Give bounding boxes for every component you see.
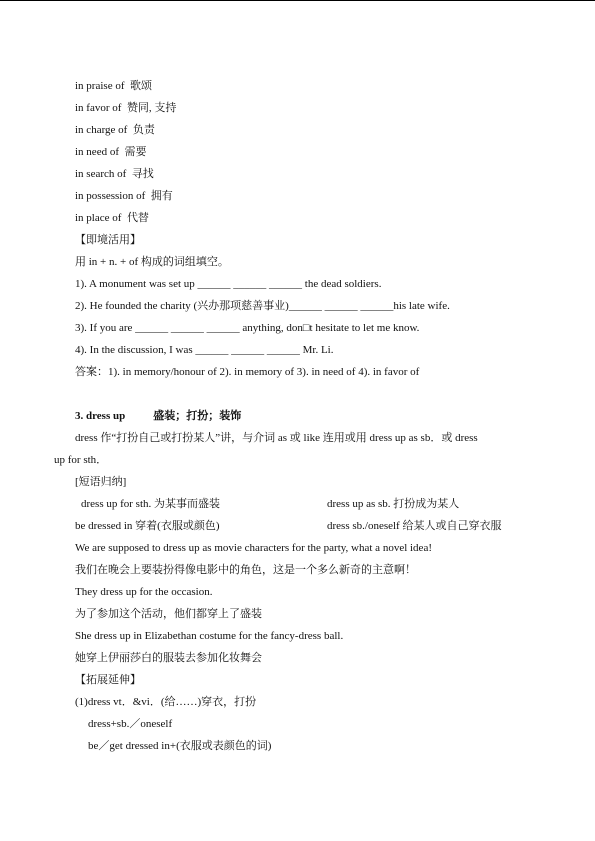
phrase-item: in praise of 歌颂 xyxy=(75,80,152,92)
phrase-summary-item: dress up as sb. 打扮成为某人 xyxy=(327,498,460,510)
practice-instruction: 用 in + n. + of 构成的词组填空。 xyxy=(75,256,229,268)
practice-question-2: 2). He founded the charity (兴办那项慈善事业)______ ______ ______his late wife. xyxy=(75,300,450,312)
practice-question-4: 4). In the discussion, I was ______ ______ ______ Mr. Li. xyxy=(75,344,334,356)
example-chinese: 为了参加这个活动，他们都穿上了盛装 xyxy=(75,608,262,620)
phrase-summary-item: dress up for sth. 为某事而盛装 xyxy=(81,498,221,510)
practice-answer: 答案：1). in memory/honour of 2). in memory of 3). in need of 4). in favor of xyxy=(75,366,420,378)
example-chinese: 我们在晚会上要装扮得像电影中的角色，这是一个多么新奇的主意啊！ xyxy=(75,564,416,576)
description-line-2: up for sth． xyxy=(54,454,108,466)
example-english: She dress up in Elizabethan costume for the fancy-dress ball. xyxy=(75,630,344,642)
phrase-summary-header: [短语归纳] xyxy=(75,476,127,488)
page-top-border xyxy=(0,0,595,1)
extension-item: be／get dressed in+(衣服或表颜色的词) xyxy=(88,740,272,752)
description-line-1: dress 作“打扮自己或打扮某人”讲，与介词 as 或 like 连用或用 dress up as sb．或 dress xyxy=(75,432,478,444)
extension-item: dress+sb.／oneself xyxy=(88,718,173,730)
example-english: They dress up for the occasion. xyxy=(75,586,213,598)
extension-header: 【拓展延伸】 xyxy=(75,674,141,686)
example-chinese: 她穿上伊丽莎白的服装去参加化妆舞会 xyxy=(75,652,262,664)
phrase-summary-item: be dressed in 穿着(衣服或颜色) xyxy=(75,520,220,532)
phrase-item: in favor of 赞同, 支持 xyxy=(75,102,177,114)
phrase-item: in place of 代替 xyxy=(75,212,149,224)
phrase-item: in possession of 拥有 xyxy=(75,190,173,202)
phrase-item: in search of 寻找 xyxy=(75,168,154,180)
practice-header: 【即境活用】 xyxy=(75,234,141,246)
practice-question-3: 3). If you are ______ ______ ______ anything, don□t hesitate to let me know. xyxy=(75,322,420,334)
phrase-summary-item: dress sb./oneself 给某人或自己穿衣服 xyxy=(327,520,502,532)
phrase-item: in need of 需要 xyxy=(75,146,147,158)
practice-question-1: 1). A monument was set up ______ ______ ______ the dead soldiers. xyxy=(75,278,382,290)
example-english: We are supposed to dress up as movie characters for the party, what a novel idea! xyxy=(75,542,432,554)
extension-item: (1)dress vt．&vi．(给……)穿衣，打扮 xyxy=(75,696,257,708)
section-title: 3. dress up 盛装；打扮；装饰 xyxy=(75,410,242,422)
phrase-item: in charge of 负责 xyxy=(75,124,155,136)
